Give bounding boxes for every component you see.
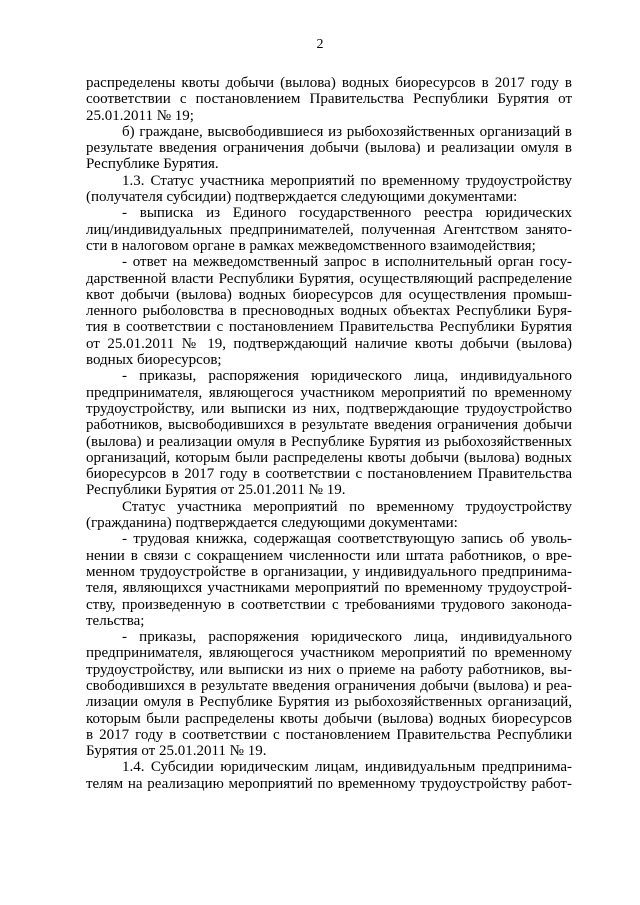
text-line: сти в налоговом органе в рамках межведомственного взаимодействия; — [86, 237, 536, 254]
text-line: - трудовая книжка, содержащая соответствующую запись об уволь- — [122, 531, 572, 548]
text-line: в 2017 году в соответствии с постановлением Правительства Республики — [86, 726, 572, 743]
text-line: квот добычи (вылова) водных биоресурсов для осуществления промыш- — [86, 286, 572, 303]
paragraph — [86, 759, 572, 792]
text-line: предпринимателя, являющегося участником мероприятий по временному — [86, 645, 572, 662]
text-line: ленного рыболовства в пресноводных водных объектах Республики Буря- — [86, 303, 572, 320]
text-line: телям на реализацию мероприятий по временному трудоустройству работ- — [86, 775, 572, 792]
paragraph — [86, 205, 572, 254]
text-line: 25.01.2011 № 19; — [86, 107, 194, 124]
text-line: биоресурсов в 2017 году в соответствии с постановлением Правительства — [86, 466, 572, 483]
text-line: организаций, которым были распределены квоты добычи (вылова) водных — [86, 449, 572, 466]
text-line: лизации омуля в Республике Бурятия из рыбохозяйственных организаций, — [86, 694, 572, 711]
text-line: б) граждане, высвободившиеся из рыбохозяйственных организаций в — [122, 123, 572, 140]
text-line: (вылова) и реализации омуля в Республике Бурятия из рыбохозяйственных — [86, 433, 572, 450]
text-line: тия в соответствии с постановлением Правительства Республики Бурятия — [86, 319, 572, 336]
text-line: Статус участника мероприятий по временному трудоустройству — [122, 498, 572, 515]
text-line: менном трудоустройстве в организации, у индивидуального предпринима- — [86, 563, 572, 580]
text-line: (гражданина) подтверждается следующими документами: — [86, 515, 458, 532]
text-line: результате введения ограничения добычи (вылова) и реализации омуля в — [86, 140, 572, 157]
text-line: нении в связи с сокращением численности или штата работников, о вре- — [86, 547, 572, 564]
text-line: которым были распределены квоты добычи (вылова) водных биоресурсов — [86, 710, 572, 727]
text-line: - приказы, распоряжения юридического лица, индивидуального — [122, 629, 572, 646]
text-line: теля, являющихся участниками мероприятий по временному трудоустрой- — [86, 580, 572, 597]
text-line: предпринимателя, являющегося участником мероприятий по временному — [86, 384, 572, 401]
text-line: - выписка из Единого государственного реестра юридических — [122, 205, 572, 222]
text-line: (получателя субсидии) подтверждается следующими документами: — [86, 189, 518, 206]
text-line: работников, высвободившихся в результате введения ограничения добычи — [86, 417, 572, 434]
text-line: дарственной власти Республики Бурятия, осуществляющий распределение — [86, 270, 572, 287]
text-line: 1.3. Статус участника мероприятий по временному трудоустройству — [122, 172, 572, 189]
text-line: тельства; — [86, 612, 145, 629]
text-line: трудоустройству, или выписки из них о приеме на работу работников, вы- — [86, 661, 572, 678]
document-body — [86, 75, 572, 792]
text-line: от 25.01.2011 № 19, подтверждающий наличие квоты добычи (вылова) — [86, 335, 572, 352]
text-line: - приказы, распоряжения юридического лица, индивидуального — [122, 368, 572, 385]
text-line: соответствии с постановлением Правительства Республики Бурятия от — [86, 91, 572, 108]
text-line: - ответ на межведомственный запрос в исполнительный орган госу- — [122, 254, 572, 271]
paragraph — [86, 124, 572, 173]
text-line: водных биоресурсов; — [86, 352, 222, 369]
page-number: 2 — [316, 37, 324, 52]
paragraph — [86, 254, 572, 368]
paragraph — [86, 368, 572, 498]
paragraph — [86, 173, 572, 206]
paragraph — [86, 75, 572, 124]
text-line: ству, произведенную в соответствии с требованиями трудового законода- — [86, 596, 572, 613]
paragraph — [86, 499, 572, 532]
text-line: Бурятия от 25.01.2011 № 19. — [86, 743, 267, 760]
paragraph — [86, 531, 572, 629]
text-line: распределены квоты добычи (вылова) водных биоресурсов в 2017 году в — [86, 75, 572, 91]
text-line: трудоустройству, или выписки из них, подтверждающие трудоустройство — [86, 400, 572, 417]
text-line: 1.4. Субсидии юридическим лицам, индивидуальным предпринима- — [122, 759, 572, 776]
text-line: лиц/индивидуальных предпринимателей, полученная Агентством занято- — [86, 221, 572, 238]
paragraph — [86, 629, 572, 759]
text-line: свободившихся в результате введения ограничения добычи (вылова) и реа- — [86, 677, 572, 694]
text-line: Республике Бурятия. — [86, 156, 219, 173]
text-line: Республики Бурятия от 25.01.2011 № 19. — [86, 482, 346, 499]
